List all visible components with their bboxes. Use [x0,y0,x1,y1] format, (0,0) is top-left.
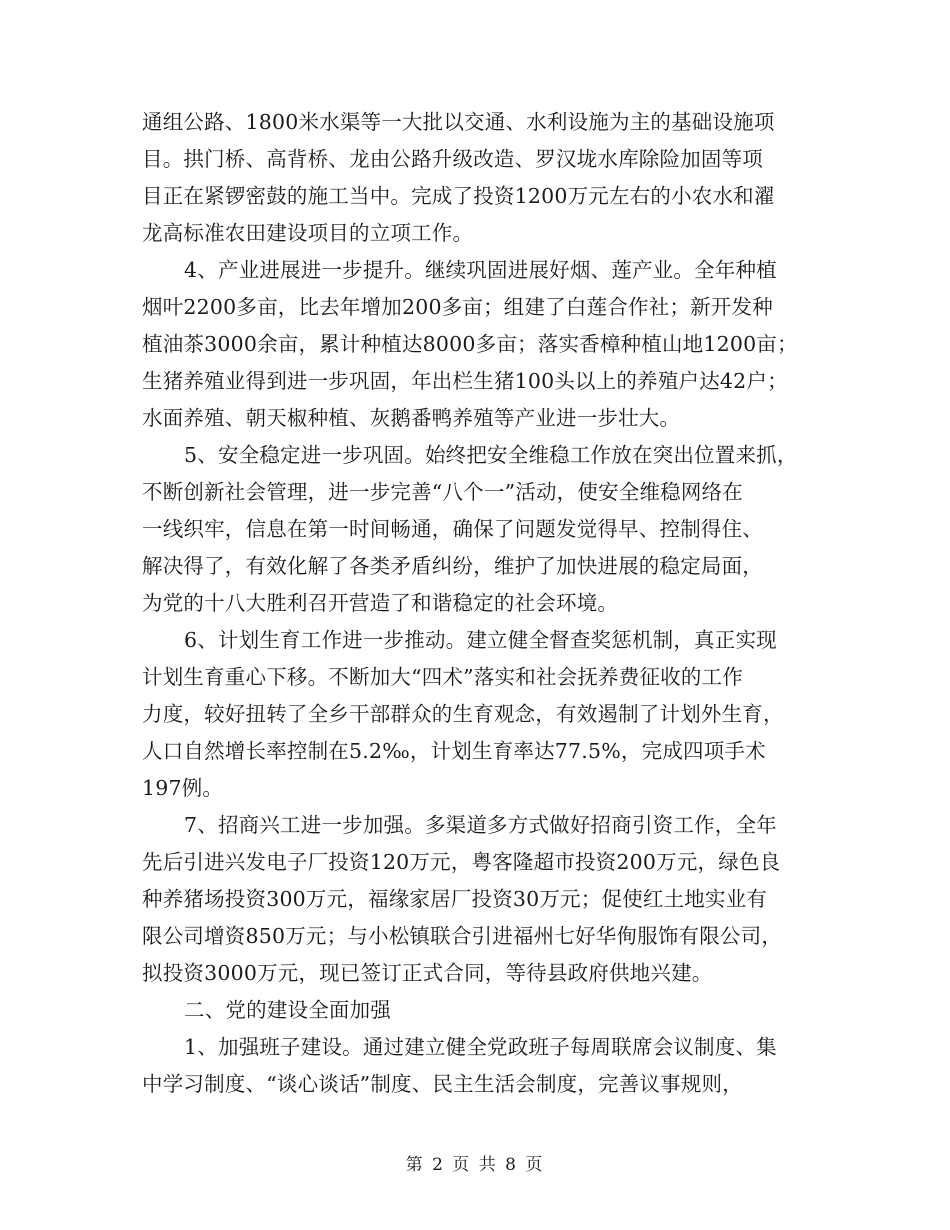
text-line: 生猪养殖业得到进一步巩固，年出栏生猪100头以上的养殖户达42户； [142,369,788,393]
text-line: 力度，较好扭转了全乡干部群众的生育观念，有效遏制了计划外生育， [142,702,784,726]
text-line: 一线织牢，信息在第一时间畅通，确保了问题发觉得早、控制得住、 [142,517,763,541]
document-body [142,104,814,1103]
text-line: 目。拱门桥、高背桥、龙由公路升级改造、罗汉垅水库除险加固等项 [142,147,763,171]
text-line: 种养猪场投资300万元，福缘家居厂投资30万元；促使红土地实业有 [142,887,768,911]
text-line: 水面养殖、朝天椒种植、灰鹅番鸭养殖等产业进一步壮大。 [142,406,681,430]
section-heading: 二、党的建设全面加强 [184,998,391,1022]
text-line: 限公司增资850万元；与小松镇联合引进福州七好华侚服饰有限公司， [142,924,783,948]
text-line: 197例。 [142,776,224,800]
text-line: 为党的十八大胜利召开营造了和谐稳定的社会环境。 [142,591,619,615]
page-number-footer: 第 2 页 共 8 页 [405,1155,545,1175]
text-line: 解决得了，有效化解了各类矛盾纠纷，维护了加快进展的稳定局面， [142,554,763,578]
paragraph-start-line: 6、计划生育工作进一步推动。建立健全督查奖惩机制，真正实现 [184,628,777,652]
text-line: 龙高标准农田建设项目的立项工作。 [142,221,474,245]
text-line: 不断创新社会管理，进一步完善“八个一”活动，使安全维稳网络在 [142,480,743,504]
paragraph-start-line: 4、产业进展进一步提升。继续巩固进展好烟、莲产业。全年种植 [184,258,777,282]
text-line: 先后引进兴发电子厂投资120万元，粤客隆超市投资200万元，绿色良 [142,850,781,874]
text-line: 拟投资3000万元，现已签订正式合同，等待县政府供地兴建。 [142,961,713,985]
text-line: 目正在紧锣密鼓的施工当中。完成了投资1200万元左右的小农水和濯 [142,184,775,208]
text-line: 烟叶2200多亩，比去年增加200多亩；组建了白莲合作社；新开发种 [142,295,773,319]
text-line: 通组公路、1800米水渠等一大批以交通、水利设施为主的基础设施项 [142,110,775,134]
paragraph-start-line: 7、招商兴工进一步加强。多渠道多方式做好招商引资工作，全年 [184,813,777,837]
paragraph-start-line: 5、安全稳定进一步巩固。始终把安全维稳工作放在突出位置来抓， [184,443,798,467]
text-line: 植油茶3000余亩，累计种植达8000多亩；落实香樟种植山地1200亩； [142,332,798,356]
text-line: 人口自然增长率控制在5.2‰，计划生育率达77.5%，完成四项手术 [142,739,766,763]
text-line: 计划生育重心下移。不断加大“四术”落实和社会抚养费征收的工作 [142,665,743,689]
text-line: 中学习制度、“谈心谈话”制度、民主生活会制度，完善议事规则， [142,1072,743,1096]
paragraph-start-line: 1、加强班子建设。通过建立健全党政班子每周联席会议制度、集 [184,1035,777,1059]
